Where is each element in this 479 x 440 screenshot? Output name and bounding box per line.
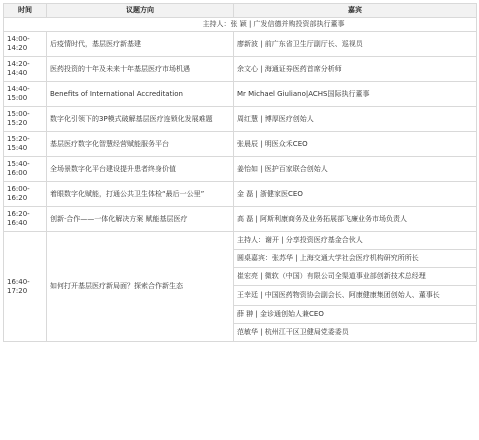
session-topic: 医药投资的十年及未来十年基层医疗市场机遇 — [47, 57, 234, 82]
panel-guest: 王幸廷 | 中国医药物资协会副会长、阿康健康集团创始人、董事长 — [234, 286, 477, 306]
session-guest: 张晨辰 | 明医众禾CEO — [234, 132, 477, 157]
header-time: 时间 — [4, 4, 47, 18]
session-guest: 金 磊 | 浙健家医CEO — [234, 182, 477, 207]
host-text: 主持人：张 颖 | 广发信德并购投资部执行董事 — [203, 18, 446, 32]
session-time: 15:00- 15:20 — [4, 107, 47, 132]
table-row — [4, 207, 477, 232]
session-time: 16:20- 16:40 — [4, 207, 47, 232]
table-row — [4, 107, 477, 132]
session-guest: 高 磊 | 阿斯利康商务及业务拓展部飞廉业务市场负责人 — [234, 207, 477, 232]
session-topic: 后疫情时代，基层医疗新基建 — [47, 32, 234, 57]
panel-row — [4, 232, 477, 250]
session-topic: 着眼数字化赋能，打通公共卫生体检“最后一公里” — [47, 182, 234, 207]
table-row — [4, 32, 477, 57]
session-time: 14:20- 14:40 — [4, 57, 47, 82]
header-topic: 议题方向 — [47, 4, 234, 18]
session-guest: 廖新波 | 前广东省卫生厅副厅长、巡视员 — [234, 32, 477, 57]
session-topic: 全场景数字化平台建设提升患者终身价值 — [47, 157, 234, 182]
schedule-table — [3, 3, 477, 342]
session-guest: 余文心 | 海通证券医药首席分析师 — [234, 57, 477, 82]
session-topic: 数字化引领下的3P模式破解基层医疗连锁化发展难题 — [47, 107, 234, 132]
session-topic: 创新·合作——一体化解决方案 赋能基层医疗 — [47, 207, 234, 232]
session-time: 15:20- 15:40 — [4, 132, 47, 157]
session-time: 14:40- 15:00 — [4, 82, 47, 107]
session-topic: Benefits of International Accreditation — [47, 82, 234, 107]
session-time: 14:00- 14:20 — [4, 32, 47, 57]
session-time: 16:00- 16:20 — [4, 182, 47, 207]
table-row — [4, 82, 477, 107]
schedule-body — [4, 18, 477, 342]
header-guest: 嘉宾 — [234, 4, 477, 18]
panel-time: 16:40- 17:20 — [4, 232, 47, 342]
host-spacer — [4, 18, 47, 32]
panel-guest: 薛 翀 | 金诊通创始人兼CEO — [234, 306, 477, 324]
host-row — [4, 18, 477, 32]
session-time: 15:40- 16:00 — [4, 157, 47, 182]
session-guest: 姜怡如 | 医护百家联合创始人 — [234, 157, 477, 182]
table-row — [4, 157, 477, 182]
panel-guest: 崔宏亮 | 微软（中国）有限公司全渠道事业部创新技术总经理 — [234, 268, 477, 286]
panel-topic: 如何打开基层医疗新局面？探索合作新生态 — [47, 232, 234, 342]
panel-guest: 圆桌嘉宾：张苏华 | 上海交通大学社会医疗机构研究所所长 — [234, 250, 477, 268]
panel-guest: 主持人：谢开 | 分享投资医疗基金合伙人 — [234, 232, 477, 250]
session-guest: 周红慧 | 博厚医疗创始人 — [234, 107, 477, 132]
session-topic: 基层医疗数字化智慧经营赋能服务平台 — [47, 132, 234, 157]
header-row — [4, 4, 477, 18]
table-row — [4, 132, 477, 157]
table-row — [4, 57, 477, 82]
table-row — [4, 182, 477, 207]
session-guest: Mr Michael Giuliano|ACHS国际执行董事 — [234, 82, 477, 107]
panel-guest: 范敏华 | 杭州江干区卫健局党委委员 — [234, 324, 477, 342]
